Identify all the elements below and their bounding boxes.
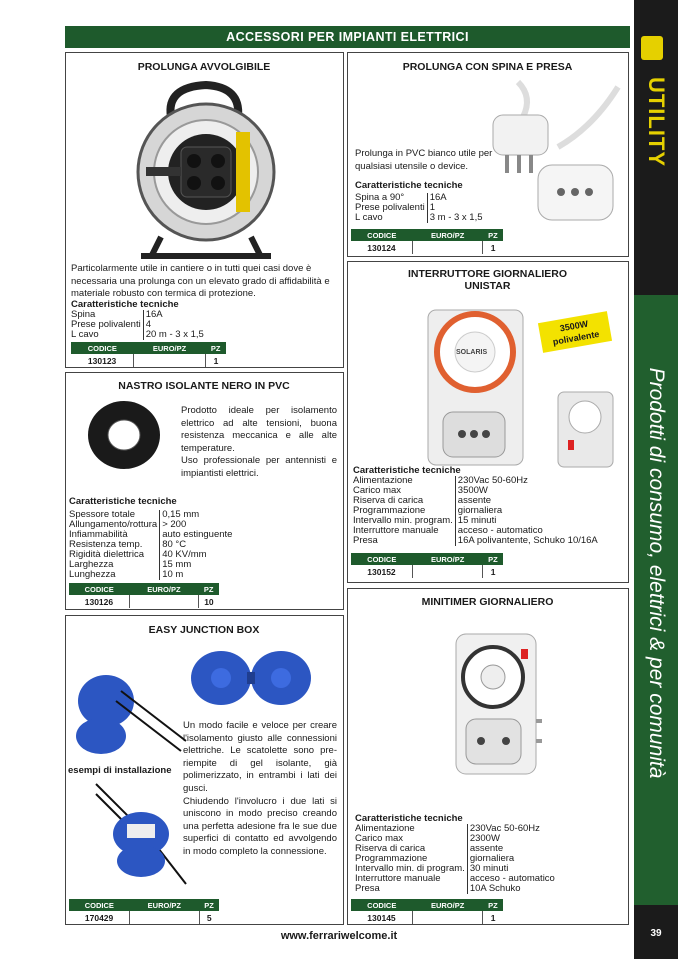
product-card-easy-junction-box <box>65 615 344 925</box>
product-card-minitimer-giornaliero <box>347 588 629 925</box>
specs-table: Spina 16A Prese polivalenti 4 L cavo 20 m - 3 x 1,5 <box>71 309 204 340</box>
product-title: MINITIMER GIORNALIERO <box>421 596 554 608</box>
junction-box-open-image <box>189 638 314 708</box>
product-code-table: CODICE EURO/PZ PZ 130145 1 <box>351 899 503 924</box>
sidebar-category-label: Prodotti di consumo, elettrici & per comunità <box>645 367 668 778</box>
product-code: 130145 <box>367 912 396 923</box>
brand-label: SOLARIS <box>456 349 488 356</box>
product-code-table: CODICE EURO/PZ PZ 170429 5 <box>69 899 219 924</box>
product-code-table: CODICE EURO/PZ PZ 130124 1 <box>351 229 503 254</box>
sidebar-utility-label: UTILITY <box>644 76 669 168</box>
utility-logo-icon <box>641 36 663 60</box>
product-title: PROLUNGA CON SPINA E PRESA <box>402 61 573 73</box>
product-title: INTERRUTTORE GIORNALIERO UNISTAR <box>407 268 568 292</box>
installation-examples-label: esempi di installazione <box>68 765 172 776</box>
product-title: EASY JUNCTION BOX <box>148 624 260 636</box>
insulating-tape-image <box>84 397 164 472</box>
product-code: 170429 <box>84 912 114 923</box>
specs-table: Spessore totale 0,15 mm Allungamento/rottura > 200 Infiammabilità auto estinguente Resistenza temp. 80 °C Rigidità dielettrica 40 KV/mm Larghezza 15 mm Lunghezza 10 m <box>69 509 233 580</box>
page-number: 39 <box>650 928 662 939</box>
specs-table: Spina a 90° 16A Prese polivalenti 1 L cavo 3 m - 3 x 1,5 <box>355 192 483 223</box>
installation-example-2-image <box>91 779 191 889</box>
product-card-nastro-isolante <box>65 372 344 610</box>
specs-title: Caratteristiche tecniche <box>71 299 179 310</box>
product-description: Un modo facile e veloce per creare l'isolamento giusto alle connessioni elettriche. Le scatolette sono pre-riempite di gel isolante, già polimerizzato, in entrambi i lati dei gusci. Chiudendo l'involucro i due lati si uniscono in modo preciso creando una perfetta adesione fra le sue due superfici di contatto ed avvolgendo in modo completo la connessione. <box>183 720 337 857</box>
specs-title: Caratteristiche tecniche <box>69 496 177 507</box>
product-code: 130123 <box>87 355 117 366</box>
product-code: 130124 <box>367 242 396 253</box>
product-code: 130152 <box>367 566 396 577</box>
minitimer-image <box>451 629 546 779</box>
specs-title: Caratteristiche tecniche <box>355 813 463 824</box>
product-description: Prodotto ideale per isolamento elettrico ad alte tensioni, buona resistenza meccanica e alle alte temperature. Uso professionale per antennisti e impiantisti elettrici. <box>181 405 337 479</box>
product-card-prolunga-avvolgibile <box>65 52 344 368</box>
product-code-table: CODICE EURO/PZ PZ 130123 1 <box>71 342 226 367</box>
product-code-table: CODICE EURO/PZ PZ 130126 10 <box>69 583 219 608</box>
cable-reel-image <box>126 77 286 262</box>
product-card-prolunga-spina-presa <box>347 52 629 257</box>
product-description: Particolarmente utile in cantiere o in tutti quei casi dove è necessaria una prolunga con un elevato grado di affidabilità e materiale robusto con termica di protezione. <box>71 263 330 299</box>
product-title: PROLUNGA AVVOLGIBILE <box>137 61 271 73</box>
power-badge: 3500W polivalente <box>538 311 612 353</box>
product-code: 130126 <box>84 596 114 607</box>
installation-example-1-image <box>71 666 191 756</box>
specs-table: Alimentazione 230Vac 50-60Hz Carico max 3500W Riserva di carica assente Programmazione giornaliera Intervallo min. program. 15 minuti Interruttore manuale acceso - automatico Presa 16A polivantente, Schuko 10/16A <box>353 475 598 546</box>
specs-table: Alimentazione 230Vac 50-60Hz Carico max 2300W Riserva di carica assente Programmazione giornaliera Intervallo min. di program. 30 minuti Interruttore manuale acceso - automatico Presa 10A Schuko <box>355 823 555 894</box>
product-title: NASTRO ISOLANTE NERO IN PVC <box>118 380 290 392</box>
section-header: ACCESSORI PER IMPIANTI ELETTRICI <box>65 26 630 48</box>
specs-title: Caratteristiche tecniche <box>355 180 463 191</box>
product-code-table: CODICE EURO/PZ PZ 130152 1 <box>351 553 503 578</box>
website-link[interactable]: www.ferrariwelcome.it <box>280 930 398 942</box>
product-description: Prolunga in PVC bianco utile per qualsiasi utensile o device. <box>355 148 493 172</box>
specs-title: Caratteristiche tecniche <box>353 465 461 476</box>
product-card-interruttore-unistar <box>347 261 629 583</box>
